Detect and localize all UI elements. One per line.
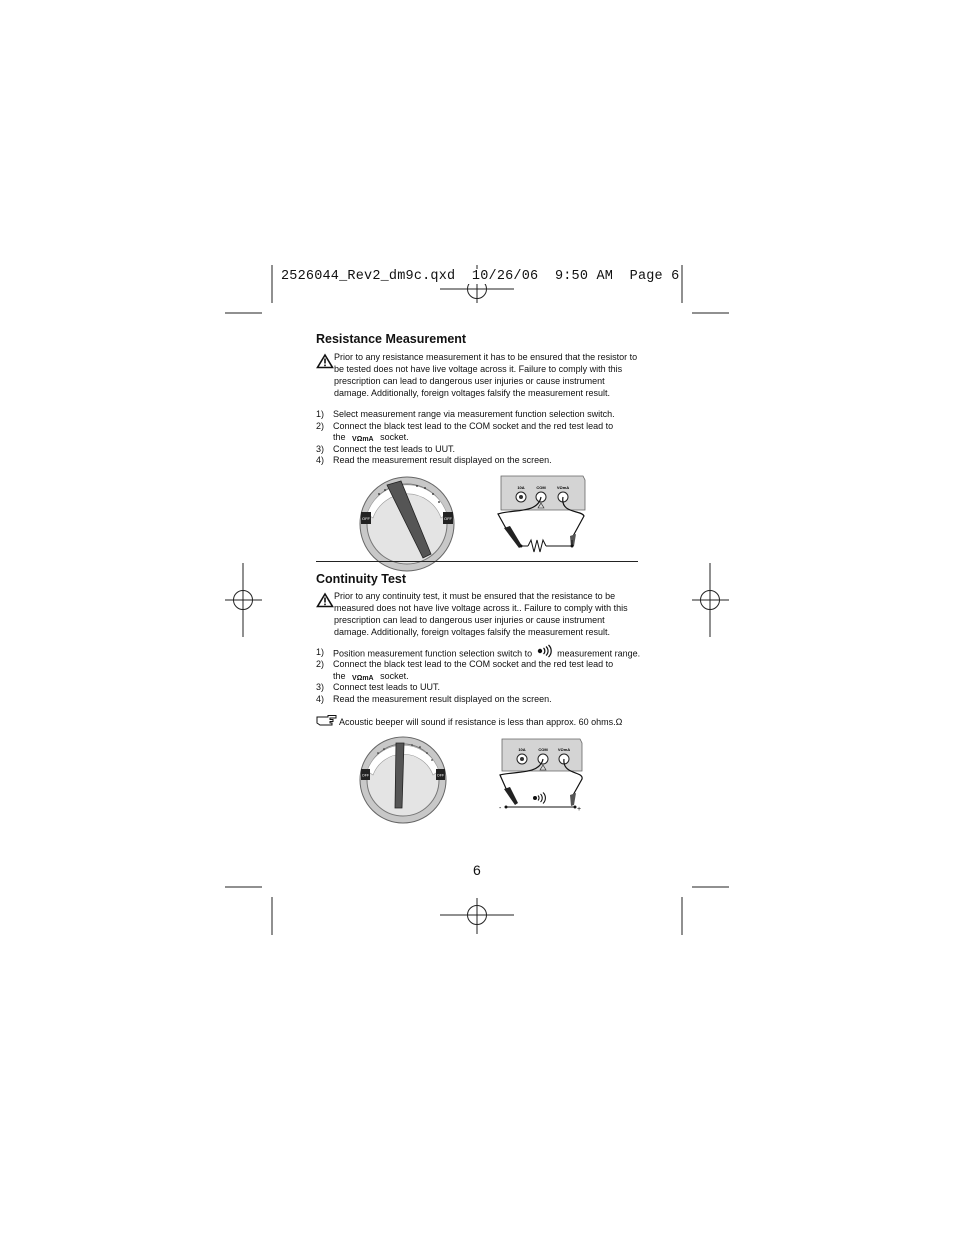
svg-text:10A: 10A [518, 747, 526, 752]
continuity-steps: 1) Position measurement function selection switch to measurement range. 2) Connect the black test lead to the COM socket and the red test lead to the VΩmA socket. 3) Connect test leads to UUT. 4) Read the measurement result displayed on the screen. [316, 647, 636, 707]
section-title-resistance: Resistance Measurement [316, 332, 467, 346]
meter-sockets-continuity [494, 737, 589, 813]
page-number: 6 [473, 862, 481, 878]
svg-text:OFF: OFF [444, 516, 452, 521]
vma-socket-symbol: VΩmA [352, 436, 374, 443]
vma-socket-symbol: VΩmA [352, 674, 374, 682]
svg-text:-: - [499, 805, 502, 812]
section-title-continuity: Continuity Test [316, 572, 407, 586]
svg-text:10A: 10A [517, 485, 525, 490]
continuity-warning-text: Prior to any continuity test, it must be ensured that the resistance to be measured does not have live voltage across it.. Failure to comply with this prescription can lead to dangerous user injuries or cause instrument damage. Additionally, foreign voltages falsify the measurement result. [334, 591, 628, 637]
meter-sockets-resistance [494, 474, 614, 556]
section-divider [316, 561, 638, 562]
rotary-switch-continuity [358, 735, 448, 825]
beeper-icon [537, 644, 553, 658]
rotary-switch-resistance [357, 474, 457, 574]
svg-text:VΩmA: VΩmA [557, 747, 571, 752]
pointing-hand-icon [316, 714, 338, 726]
svg-text:COM: COM [536, 485, 546, 490]
svg-text:OFF: OFF [361, 773, 370, 778]
file-slug: 2526044_Rev2_dm9c.qxd 10/26/06 9:50 AM Page 6 [281, 269, 680, 284]
svg-text:OFF: OFF [436, 773, 445, 778]
continuity-note: Acoustic beeper will sound if resistance is less than approx. 60 ohms.Ω [339, 717, 623, 727]
svg-text:+: + [577, 806, 582, 813]
resistance-steps: 1) Select measurement range via measurement function selection switch. 2) Connect the black test lead to the COM socket and the red test lead to the VΩmA socket. 3) Connect the test leads to UUT. 4) Read the measurement result displayed on the screen. [316, 409, 615, 465]
warning-triangle-icon [317, 593, 333, 607]
svg-text:COM: COM [538, 747, 548, 752]
svg-text:OFF: OFF [362, 516, 370, 521]
svg-text:VΩmA: VΩmA [556, 485, 570, 490]
beeper-icon [533, 793, 545, 804]
resistance-warning-text: Prior to any resistance measurement it has to be ensured that the resistor to be tested does not have live voltage across it. Failure to comply with this prescription can lead to dangerous user injuries or cause instrument damage. Additionally, foreign voltages falsify the measurement result. [334, 352, 638, 398]
warning-triangle-icon [317, 354, 333, 368]
